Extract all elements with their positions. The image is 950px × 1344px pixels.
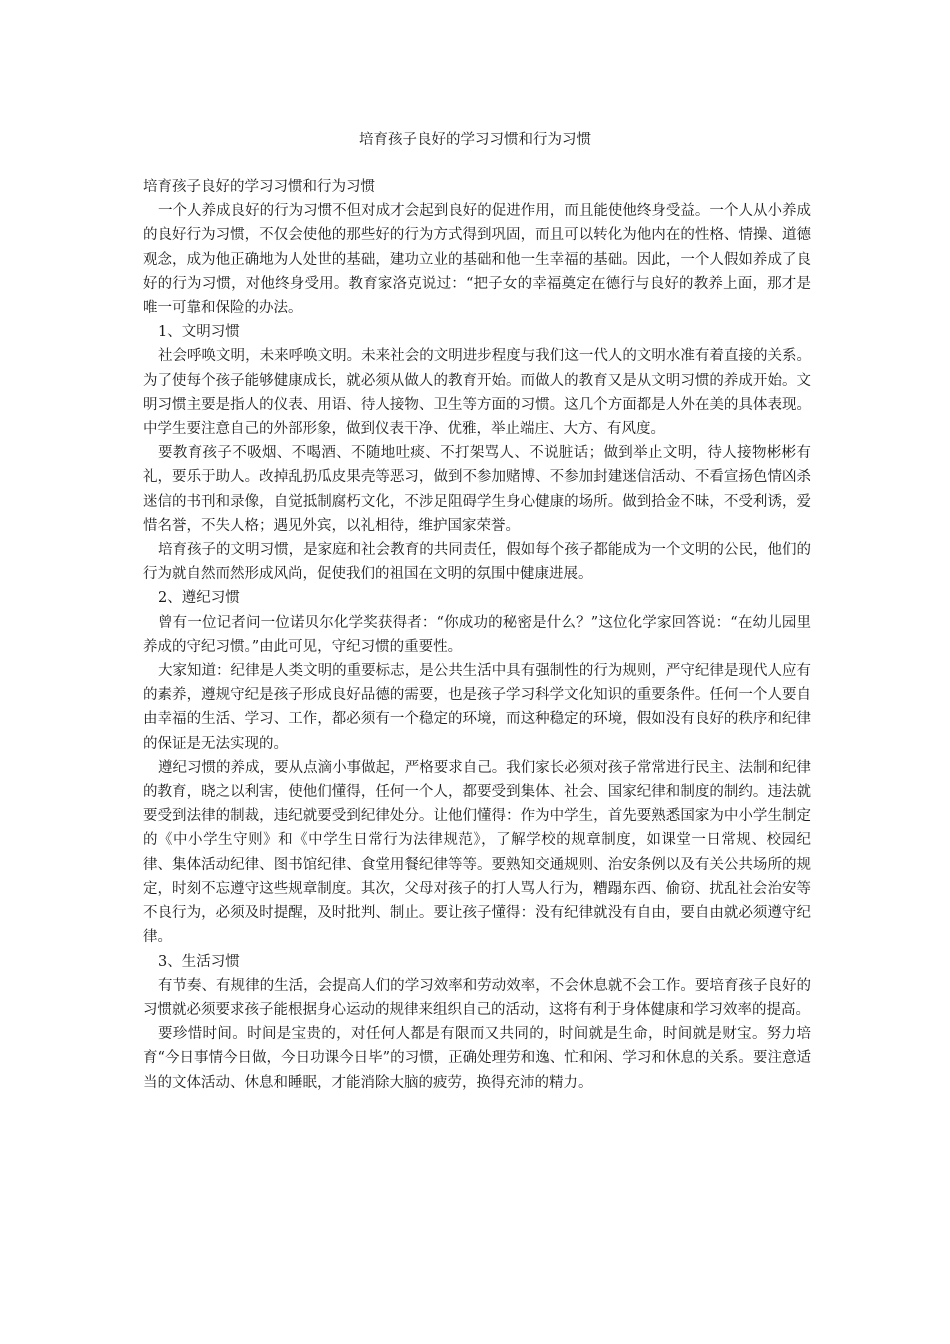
document-body — [143, 175, 811, 1095]
paragraph: 遵纪习惯的养成，要从点滴小事做起，严格要求自己。我们家长必须对孩子常常进行民主、法制和纪律的教育，晓之以利害，使他们懂得，任何一个人，都要受到集体、社会、国家纪律和制度的制约。违法就要受到法律的制裁，违纪就要受到纪律处分。让他们懂得：作为中学生，首先要熟悉国家为中小学生制定的《中小学生守则》和《中学生日常行为法律规范》，了解学校的规章制度，如课堂一日常规、校园纪律、集体活动纪律、图书馆纪律、食堂用餐纪律等等。要熟知交通规则、治安条例以及有关公共场所的规定，时刻不忘遵守这些规章制度。其次，父母对孩子的打人骂人行为，糟蹋东西、偷窃、扰乱社会治安等不良行为，必须及时提醒，及时批判、制止。要让孩子懂得：没有纪律就没有自由，要自由就必须遵守纪律。 — [143, 759, 811, 946]
document-subtitle: 培育孩子良好的学习习惯和行为习惯 — [143, 179, 375, 195]
section-heading-discipline: 2、遵纪习惯 — [158, 590, 240, 607]
paragraph: 曾有一位记者问一位诺贝尔化学奖获得者：“你成功的秘密是什么？”这位化学家回答说：“在幼儿园里养成的守纪习惯。”由此可见，守纪习惯的重要性。 — [143, 614, 811, 655]
paragraph: 要珍惜时间。时间是宝贵的，对任何人都是有限而又共同的，时间就是生命，时间就是财宝。努力培育“今日事情今日做，今日功课今日毕”的习惯，正确处理劳和逸、忙和闲、学习和休息的关系。要注意适当的文体活动、休息和睡眠，才能消除大脑的疲劳，换得充沛的精力。 — [143, 1026, 811, 1091]
paragraph: 大家知道：纪律是人类文明的重要标志，是公共生活中具有强制性的行为规则，严守纪律是现代人应有的素养，遵规守纪是孩子形成良好品德的需要，也是孩子学习科学文化知识的重要条件。任何一个人要自由幸福的生活、学习、工作，都必须有一个稳定的环境，而这种稳定的环境，假如没有良好的秩序和纪律的保证是无法实现的。 — [143, 663, 811, 752]
document-title: 培育孩子良好的学习习惯和行为习惯 — [359, 132, 591, 148]
section-heading-civility: 1、文明习惯 — [158, 324, 240, 341]
intro-paragraph: 一个人养成良好的行为习惯不但对成才会起到良好的促进作用，而且能使他终身受益。一个人从小养成的良好行为习惯，不仅会使他的那些好的行为方式得到巩固，而且可以转化为他内在的性格、情操、道德观念，成为他正确地为人处世的基础，建功立业的基础和他一生幸福的基础。因此，一个人假如养成了良好的行为习惯，对他终身受用。教育家洛克说过：“把子女的幸福奠定在德行与良好的教养上面，那才是唯一可靠和保险的办法。 — [143, 203, 811, 317]
paragraph: 社会呼唤文明，未来呼唤文明。未来社会的文明进步程度与我们这一代人的文明水准有着直接的关系。为了使每个孩子能够健康成长，就必须从做人的教育开始。而做人的教育又是从文明习惯的养成开始。文明习惯主要是指人的仪表、用语、待人接物、卫生等方面的习惯。这几个方面都是人外在美的具体表现。中学生要注意自己的外部形象，做到仪表干净、优雅，举止端庄、大方、有风度。 — [143, 348, 811, 438]
paragraph: 培育孩子的文明习惯，是家庭和社会教育的共同责任，假如每个孩子都能成为一个文明的公民，他们的行为就自然而然形成风尚，促使我们的祖国在文明的氛围中健康进展。 — [143, 542, 811, 583]
paragraph: 有节奏、有规律的生活，会提高人们的学习效率和劳动效率，不会休息就不会工作。要培育孩子良好的习惯就必须要求孩子能根据身心运动的规律来组织自己的活动，这将有利于身体健康和学习效率的提高。 — [143, 977, 811, 1018]
paragraph: 要教育孩子不吸烟、不喝酒、不随地吐痰、不打架骂人、不说脏话；做到举止文明，待人接物彬彬有礼，要乐于助人。改掉乱扔瓜皮果壳等恶习，做到不参加赌博、不参加封建迷信活动、不看宣扬色情凶杀迷信的书刊和录像，自觉抵制腐朽文化，不涉足阻碍学生身心健康的场所。做到拾金不昧，不受利诱，爱惜名誉，不失人格；遇见外宾，以礼相待，维护国家荣誉。 — [143, 445, 811, 534]
section-heading-living: 3、生活习惯 — [158, 953, 240, 970]
